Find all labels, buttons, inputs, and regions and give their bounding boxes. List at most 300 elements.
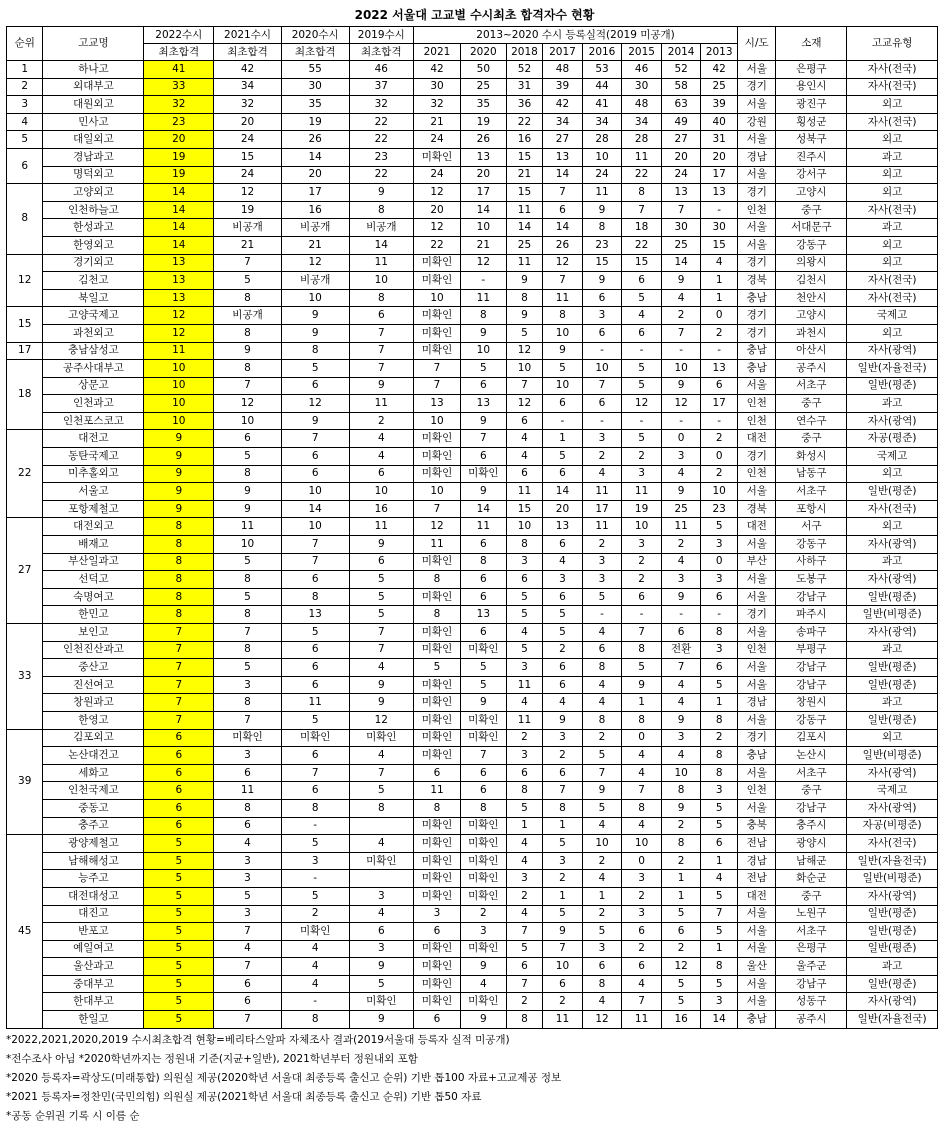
type-cell: 자사(광역) [847, 624, 938, 642]
location-cell: 용인시 [776, 78, 847, 96]
count-2022-cell: 8 [144, 606, 214, 624]
region-cell: 서울 [737, 711, 776, 729]
count-2019-cell: 9 [349, 958, 414, 976]
location-cell: 강남구 [776, 588, 847, 606]
count-2021-cell: 5 [214, 659, 282, 677]
region-cell: 강원 [737, 113, 776, 131]
count-2019-cell: 22 [349, 131, 414, 149]
count-2020-cell: 6 [281, 465, 349, 483]
region-cell: 경기 [737, 184, 776, 202]
reg-2016-cell: 3 [582, 571, 622, 589]
header-2020-top: 2020수시 [281, 27, 349, 44]
region-cell: 인천 [737, 782, 776, 800]
region-cell: 경기 [737, 606, 776, 624]
reg-2015-cell: 2 [622, 553, 662, 571]
count-2021-cell: 8 [214, 465, 282, 483]
location-cell: 강동구 [776, 536, 847, 554]
reg-2014-cell: 8 [661, 835, 701, 853]
count-2019-cell: 23 [349, 148, 414, 166]
reg-2016-cell: 8 [582, 219, 622, 237]
location-cell: 연수구 [776, 412, 847, 430]
table-row [7, 448, 938, 466]
header-2019-bottom: 최초합격 [349, 44, 414, 61]
count-2019-cell: 4 [349, 430, 414, 448]
count-2022-cell: 5 [144, 835, 214, 853]
reg-2015-cell: 0 [622, 852, 662, 870]
count-2021-cell: 8 [214, 606, 282, 624]
reg-2014-cell: 4 [661, 553, 701, 571]
table-row [7, 694, 938, 712]
reg-2020-cell: 9 [460, 483, 506, 501]
count-2020-cell: 20 [281, 166, 349, 184]
count-2020-cell: 8 [281, 588, 349, 606]
reg-2018-cell: 10 [506, 360, 542, 378]
count-2020-cell: 6 [281, 659, 349, 677]
rank-cell: 27 [7, 518, 43, 624]
reg-2018-cell: 4 [506, 835, 542, 853]
reg-2013-cell: 10 [701, 483, 738, 501]
reg-2014-cell: 3 [661, 729, 701, 747]
reg-2014-cell: 20 [661, 148, 701, 166]
reg-2016-cell: 4 [582, 870, 622, 888]
table-row [7, 536, 938, 554]
reg-2015-cell: 4 [622, 817, 662, 835]
reg-2014-cell: 16 [661, 1011, 701, 1029]
location-cell: 파주시 [776, 606, 847, 624]
reg-2021-cell: 6 [414, 1011, 461, 1029]
count-2019-cell [349, 870, 414, 888]
reg-2017-cell: 3 [543, 571, 583, 589]
reg-2017-cell: 6 [543, 536, 583, 554]
reg-2015-cell: 7 [622, 201, 662, 219]
location-cell: 중구 [776, 430, 847, 448]
reg-2014-cell: 4 [661, 676, 701, 694]
reg-2015-cell: 4 [622, 975, 662, 993]
reg-2017-cell: 2 [543, 747, 583, 765]
location-cell: 중구 [776, 201, 847, 219]
school-cell: 경남과고 [43, 148, 144, 166]
count-2019-cell: 4 [349, 905, 414, 923]
page-title: 2022 서울대 고교별 수시최초 합격자수 현황 [354, 8, 595, 22]
reg-2015-cell: 9 [622, 676, 662, 694]
reg-2015-cell: 2 [622, 887, 662, 905]
reg-2017-cell: 3 [543, 729, 583, 747]
count-2022-cell: 5 [144, 1011, 214, 1029]
reg-2020-cell: 3 [460, 923, 506, 941]
reg-2017-cell: 20 [543, 500, 583, 518]
type-cell: 외고 [847, 96, 938, 114]
reg-2020-cell: 미확인 [460, 641, 506, 659]
type-cell: 과고 [847, 641, 938, 659]
footnote: *2022,2021,2020,2019 수시최초합격 현황=베리타스알파 자체조사 결과(2019서울대 등록자 실적 미공개) [6, 1033, 510, 1046]
count-2022-cell: 8 [144, 588, 214, 606]
location-cell: 강남구 [776, 676, 847, 694]
count-2021-cell: 비공개 [214, 307, 282, 325]
region-cell: 서울 [737, 219, 776, 237]
count-2019-cell: 5 [349, 606, 414, 624]
reg-2017-cell: 7 [543, 184, 583, 202]
reg-2015-cell: 8 [622, 711, 662, 729]
count-2021-cell: 8 [214, 571, 282, 589]
count-2021-cell: 7 [214, 254, 282, 272]
reg-2017-cell: 2 [543, 870, 583, 888]
reg-2018-cell: 21 [506, 166, 542, 184]
school-cell: 진선여고 [43, 676, 144, 694]
reg-2018-cell: 4 [506, 852, 542, 870]
count-2020-cell: - [281, 993, 349, 1011]
reg-2013-cell: - [701, 412, 738, 430]
reg-2014-cell: 25 [661, 500, 701, 518]
table-row [7, 148, 938, 166]
reg-2017-cell: 2 [543, 993, 583, 1011]
reg-2014-cell: 7 [661, 659, 701, 677]
table-row [7, 659, 938, 677]
reg-2015-cell: 6 [622, 324, 662, 342]
reg-2014-cell: 8 [661, 782, 701, 800]
reg-2015-cell: 7 [622, 782, 662, 800]
count-2022-cell: 10 [144, 395, 214, 413]
count-2022-cell: 6 [144, 764, 214, 782]
reg-2020-cell: 9 [460, 958, 506, 976]
reg-2021-cell: 미확인 [414, 887, 461, 905]
count-2019-cell: 미확인 [349, 852, 414, 870]
count-2021-cell: 3 [214, 905, 282, 923]
reg-2013-cell: 7 [701, 905, 738, 923]
reg-2014-cell: 5 [661, 975, 701, 993]
table-row [7, 430, 938, 448]
count-2021-cell: 9 [214, 342, 282, 360]
reg-2017-cell: 8 [543, 799, 583, 817]
table-row [7, 782, 938, 800]
reg-2021-cell: 미확인 [414, 553, 461, 571]
reg-2017-cell: 6 [543, 395, 583, 413]
reg-2021-cell: 미확인 [414, 993, 461, 1011]
location-cell: 창원시 [776, 694, 847, 712]
count-2020-cell: 11 [281, 694, 349, 712]
reg-2015-cell: 6 [622, 958, 662, 976]
reg-2021-cell: 미확인 [414, 711, 461, 729]
school-cell: 서울고 [43, 483, 144, 501]
table-row [7, 342, 938, 360]
rank-cell: 18 [7, 360, 43, 430]
reg-2013-cell: 1 [701, 694, 738, 712]
reg-2018-cell: 12 [506, 395, 542, 413]
header-year: 2014 [661, 44, 701, 61]
type-cell: 일반(평준) [847, 923, 938, 941]
reg-2013-cell: 5 [701, 817, 738, 835]
count-2020-cell: 9 [281, 412, 349, 430]
table-row [7, 923, 938, 941]
reg-2016-cell: 4 [582, 624, 622, 642]
reg-2020-cell: 미확인 [460, 887, 506, 905]
count-2020-cell: 55 [281, 61, 349, 79]
reg-2021-cell: 미확인 [414, 835, 461, 853]
region-cell: 서울 [737, 377, 776, 395]
reg-2013-cell: 13 [701, 184, 738, 202]
reg-2017-cell: 5 [543, 835, 583, 853]
reg-2021-cell: 8 [414, 606, 461, 624]
location-cell: 서초구 [776, 377, 847, 395]
header-year: 2013 [701, 44, 738, 61]
count-2019-cell: 5 [349, 588, 414, 606]
location-cell: 광진구 [776, 96, 847, 114]
count-2022-cell: 9 [144, 483, 214, 501]
reg-2018-cell: 15 [506, 148, 542, 166]
count-2022-cell: 6 [144, 747, 214, 765]
count-2022-cell: 8 [144, 553, 214, 571]
reg-2016-cell: 9 [582, 272, 622, 290]
count-2020-cell: 10 [281, 483, 349, 501]
reg-2014-cell: - [661, 342, 701, 360]
location-cell: 충주시 [776, 817, 847, 835]
reg-2014-cell: 49 [661, 113, 701, 131]
count-2021-cell: 8 [214, 289, 282, 307]
count-2021-cell: 7 [214, 711, 282, 729]
reg-2020-cell: 7 [460, 747, 506, 765]
region-cell: 경기 [737, 448, 776, 466]
reg-2015-cell: 4 [622, 747, 662, 765]
reg-2013-cell: 0 [701, 553, 738, 571]
table-row [7, 887, 938, 905]
school-cell: 동탄국제고 [43, 448, 144, 466]
reg-2016-cell: 10 [582, 148, 622, 166]
count-2020-cell: 6 [281, 448, 349, 466]
school-cell: 중동고 [43, 799, 144, 817]
location-cell: 강남구 [776, 659, 847, 677]
count-2022-cell: 10 [144, 360, 214, 378]
reg-2014-cell: 24 [661, 166, 701, 184]
reg-2021-cell: 미확인 [414, 729, 461, 747]
reg-2018-cell: 11 [506, 711, 542, 729]
reg-2015-cell: 8 [622, 799, 662, 817]
type-cell: 자사(전국) [847, 289, 938, 307]
count-2020-cell: 4 [281, 958, 349, 976]
count-2021-cell: 6 [214, 993, 282, 1011]
reg-2014-cell: 2 [661, 940, 701, 958]
reg-2020-cell: 미확인 [460, 870, 506, 888]
reg-2020-cell: 13 [460, 148, 506, 166]
count-2021-cell: 7 [214, 377, 282, 395]
reg-2021-cell: 20 [414, 201, 461, 219]
reg-2018-cell: 6 [506, 571, 542, 589]
reg-2018-cell: 15 [506, 184, 542, 202]
reg-2017-cell: 6 [543, 975, 583, 993]
reg-2014-cell: 1 [661, 887, 701, 905]
count-2019-cell: 7 [349, 342, 414, 360]
count-2020-cell: 미확인 [281, 923, 349, 941]
location-cell: 화성시 [776, 448, 847, 466]
type-cell: 국제고 [847, 307, 938, 325]
footnote: *2021 등록자=정찬민(국민의힘) 의원실 제공(2021학년 서울대 최종등록 출신고 순위) 기반 톱50 자료 [6, 1090, 482, 1103]
reg-2016-cell: 3 [582, 940, 622, 958]
table-row [7, 870, 938, 888]
type-cell: 외고 [847, 254, 938, 272]
region-cell: 충남 [737, 1011, 776, 1029]
reg-2021-cell: 미확인 [414, 148, 461, 166]
reg-2017-cell: 2 [543, 641, 583, 659]
reg-2016-cell: 2 [582, 905, 622, 923]
location-cell: 김포시 [776, 729, 847, 747]
school-cell: 하나고 [43, 61, 144, 79]
reg-2015-cell: 5 [622, 430, 662, 448]
count-2021-cell: 7 [214, 624, 282, 642]
reg-2020-cell: 6 [460, 782, 506, 800]
type-cell: 자사(광역) [847, 342, 938, 360]
reg-2016-cell: 10 [582, 360, 622, 378]
reg-2015-cell: - [622, 412, 662, 430]
table-row [7, 940, 938, 958]
reg-2014-cell: - [661, 606, 701, 624]
count-2019-cell: 10 [349, 483, 414, 501]
reg-2016-cell: 11 [582, 518, 622, 536]
reg-2020-cell: 미확인 [460, 729, 506, 747]
location-cell: 과천시 [776, 324, 847, 342]
reg-2020-cell: 미확인 [460, 852, 506, 870]
reg-2018-cell: 9 [506, 307, 542, 325]
count-2019-cell: 5 [349, 571, 414, 589]
region-cell: 대전 [737, 887, 776, 905]
type-cell: 국제고 [847, 782, 938, 800]
count-2019-cell: 5 [349, 782, 414, 800]
reg-2021-cell: 22 [414, 236, 461, 254]
reg-2016-cell: - [582, 412, 622, 430]
reg-2015-cell: 4 [622, 764, 662, 782]
reg-2018-cell: 2 [506, 993, 542, 1011]
reg-2020-cell: 9 [460, 324, 506, 342]
table-row [7, 272, 938, 290]
header-year: 2021 [414, 44, 461, 61]
reg-2015-cell: 2 [622, 448, 662, 466]
count-2022-cell: 13 [144, 272, 214, 290]
reg-2015-cell: 8 [622, 641, 662, 659]
table-row [7, 764, 938, 782]
count-2021-cell: 7 [214, 958, 282, 976]
count-2019-cell: 14 [349, 236, 414, 254]
reg-2017-cell: 4 [543, 553, 583, 571]
reg-2017-cell: 10 [543, 377, 583, 395]
count-2020-cell: 4 [281, 940, 349, 958]
reg-2013-cell: 8 [701, 764, 738, 782]
reg-2018-cell: 11 [506, 201, 542, 219]
table-row [7, 96, 938, 114]
table-row [7, 606, 938, 624]
count-2022-cell: 12 [144, 324, 214, 342]
reg-2017-cell: 5 [543, 448, 583, 466]
count-2020-cell: 5 [281, 835, 349, 853]
type-cell: 일반(비평준) [847, 606, 938, 624]
school-cell: 미추홀외고 [43, 465, 144, 483]
count-2019-cell: 8 [349, 799, 414, 817]
count-2019-cell: 9 [349, 536, 414, 554]
rank-cell: 12 [7, 254, 43, 307]
reg-2020-cell: 9 [460, 1011, 506, 1029]
count-2021-cell: 8 [214, 324, 282, 342]
count-2022-cell: 14 [144, 184, 214, 202]
reg-2017-cell: 48 [543, 61, 583, 79]
school-cell: 고양국제고 [43, 307, 144, 325]
school-cell: 울산과고 [43, 958, 144, 976]
reg-2015-cell: 2 [622, 940, 662, 958]
reg-2018-cell: 3 [506, 870, 542, 888]
region-cell: 서울 [737, 676, 776, 694]
reg-2017-cell: 8 [543, 307, 583, 325]
count-2019-cell: 11 [349, 395, 414, 413]
count-2022-cell: 10 [144, 377, 214, 395]
count-2019-cell: 37 [349, 78, 414, 96]
region-cell: 경기 [737, 78, 776, 96]
region-cell: 서울 [737, 588, 776, 606]
type-cell: 자사(전국) [847, 500, 938, 518]
count-2020-cell: 10 [281, 518, 349, 536]
reg-2018-cell: 5 [506, 606, 542, 624]
reg-2018-cell: 36 [506, 96, 542, 114]
region-cell: 서울 [737, 923, 776, 941]
reg-2013-cell: 8 [701, 624, 738, 642]
reg-2017-cell: 6 [543, 764, 583, 782]
count-2019-cell: 비공개 [349, 219, 414, 237]
header-2019-top: 2019수시 [349, 27, 414, 44]
region-cell: 대전 [737, 518, 776, 536]
reg-2018-cell: 2 [506, 729, 542, 747]
reg-2020-cell: 13 [460, 395, 506, 413]
header-type: 고교유형 [847, 27, 938, 61]
reg-2015-cell: 4 [622, 307, 662, 325]
count-2021-cell: 9 [214, 500, 282, 518]
region-cell: 경기 [737, 254, 776, 272]
count-2019-cell [349, 817, 414, 835]
header-rank: 순위 [7, 27, 43, 61]
table-row [7, 518, 938, 536]
reg-2013-cell: 2 [701, 430, 738, 448]
location-cell: 서초구 [776, 764, 847, 782]
school-cell: 숙명여고 [43, 588, 144, 606]
location-cell: 사하구 [776, 553, 847, 571]
reg-2018-cell: 3 [506, 553, 542, 571]
table-row [7, 852, 938, 870]
school-cell: 외대부고 [43, 78, 144, 96]
school-cell: 한영외고 [43, 236, 144, 254]
reg-2014-cell: 10 [661, 360, 701, 378]
rank-cell: 8 [7, 184, 43, 254]
school-cell: 한대부고 [43, 993, 144, 1011]
reg-2021-cell: 42 [414, 61, 461, 79]
type-cell: 자사(광역) [847, 993, 938, 1011]
count-2019-cell: 7 [349, 360, 414, 378]
reg-2014-cell: 7 [661, 324, 701, 342]
reg-2016-cell: 5 [582, 747, 622, 765]
location-cell: 논산시 [776, 747, 847, 765]
school-cell: 김천고 [43, 272, 144, 290]
reg-2020-cell: 5 [460, 676, 506, 694]
reg-2018-cell: 11 [506, 483, 542, 501]
region-cell: 인천 [737, 395, 776, 413]
header-year: 2020 [460, 44, 506, 61]
location-cell: 서구 [776, 518, 847, 536]
reg-2020-cell: 미확인 [460, 817, 506, 835]
location-cell: 울주군 [776, 958, 847, 976]
reg-2013-cell: 15 [701, 236, 738, 254]
count-2022-cell: 7 [144, 694, 214, 712]
school-cell: 대전고 [43, 430, 144, 448]
reg-2021-cell: 8 [414, 571, 461, 589]
table-row [7, 729, 938, 747]
count-2022-cell: 5 [144, 887, 214, 905]
reg-2016-cell: 5 [582, 923, 622, 941]
region-cell: 충남 [737, 360, 776, 378]
count-2022-cell: 7 [144, 676, 214, 694]
count-2020-cell: 5 [281, 887, 349, 905]
type-cell: 자사(광역) [847, 764, 938, 782]
